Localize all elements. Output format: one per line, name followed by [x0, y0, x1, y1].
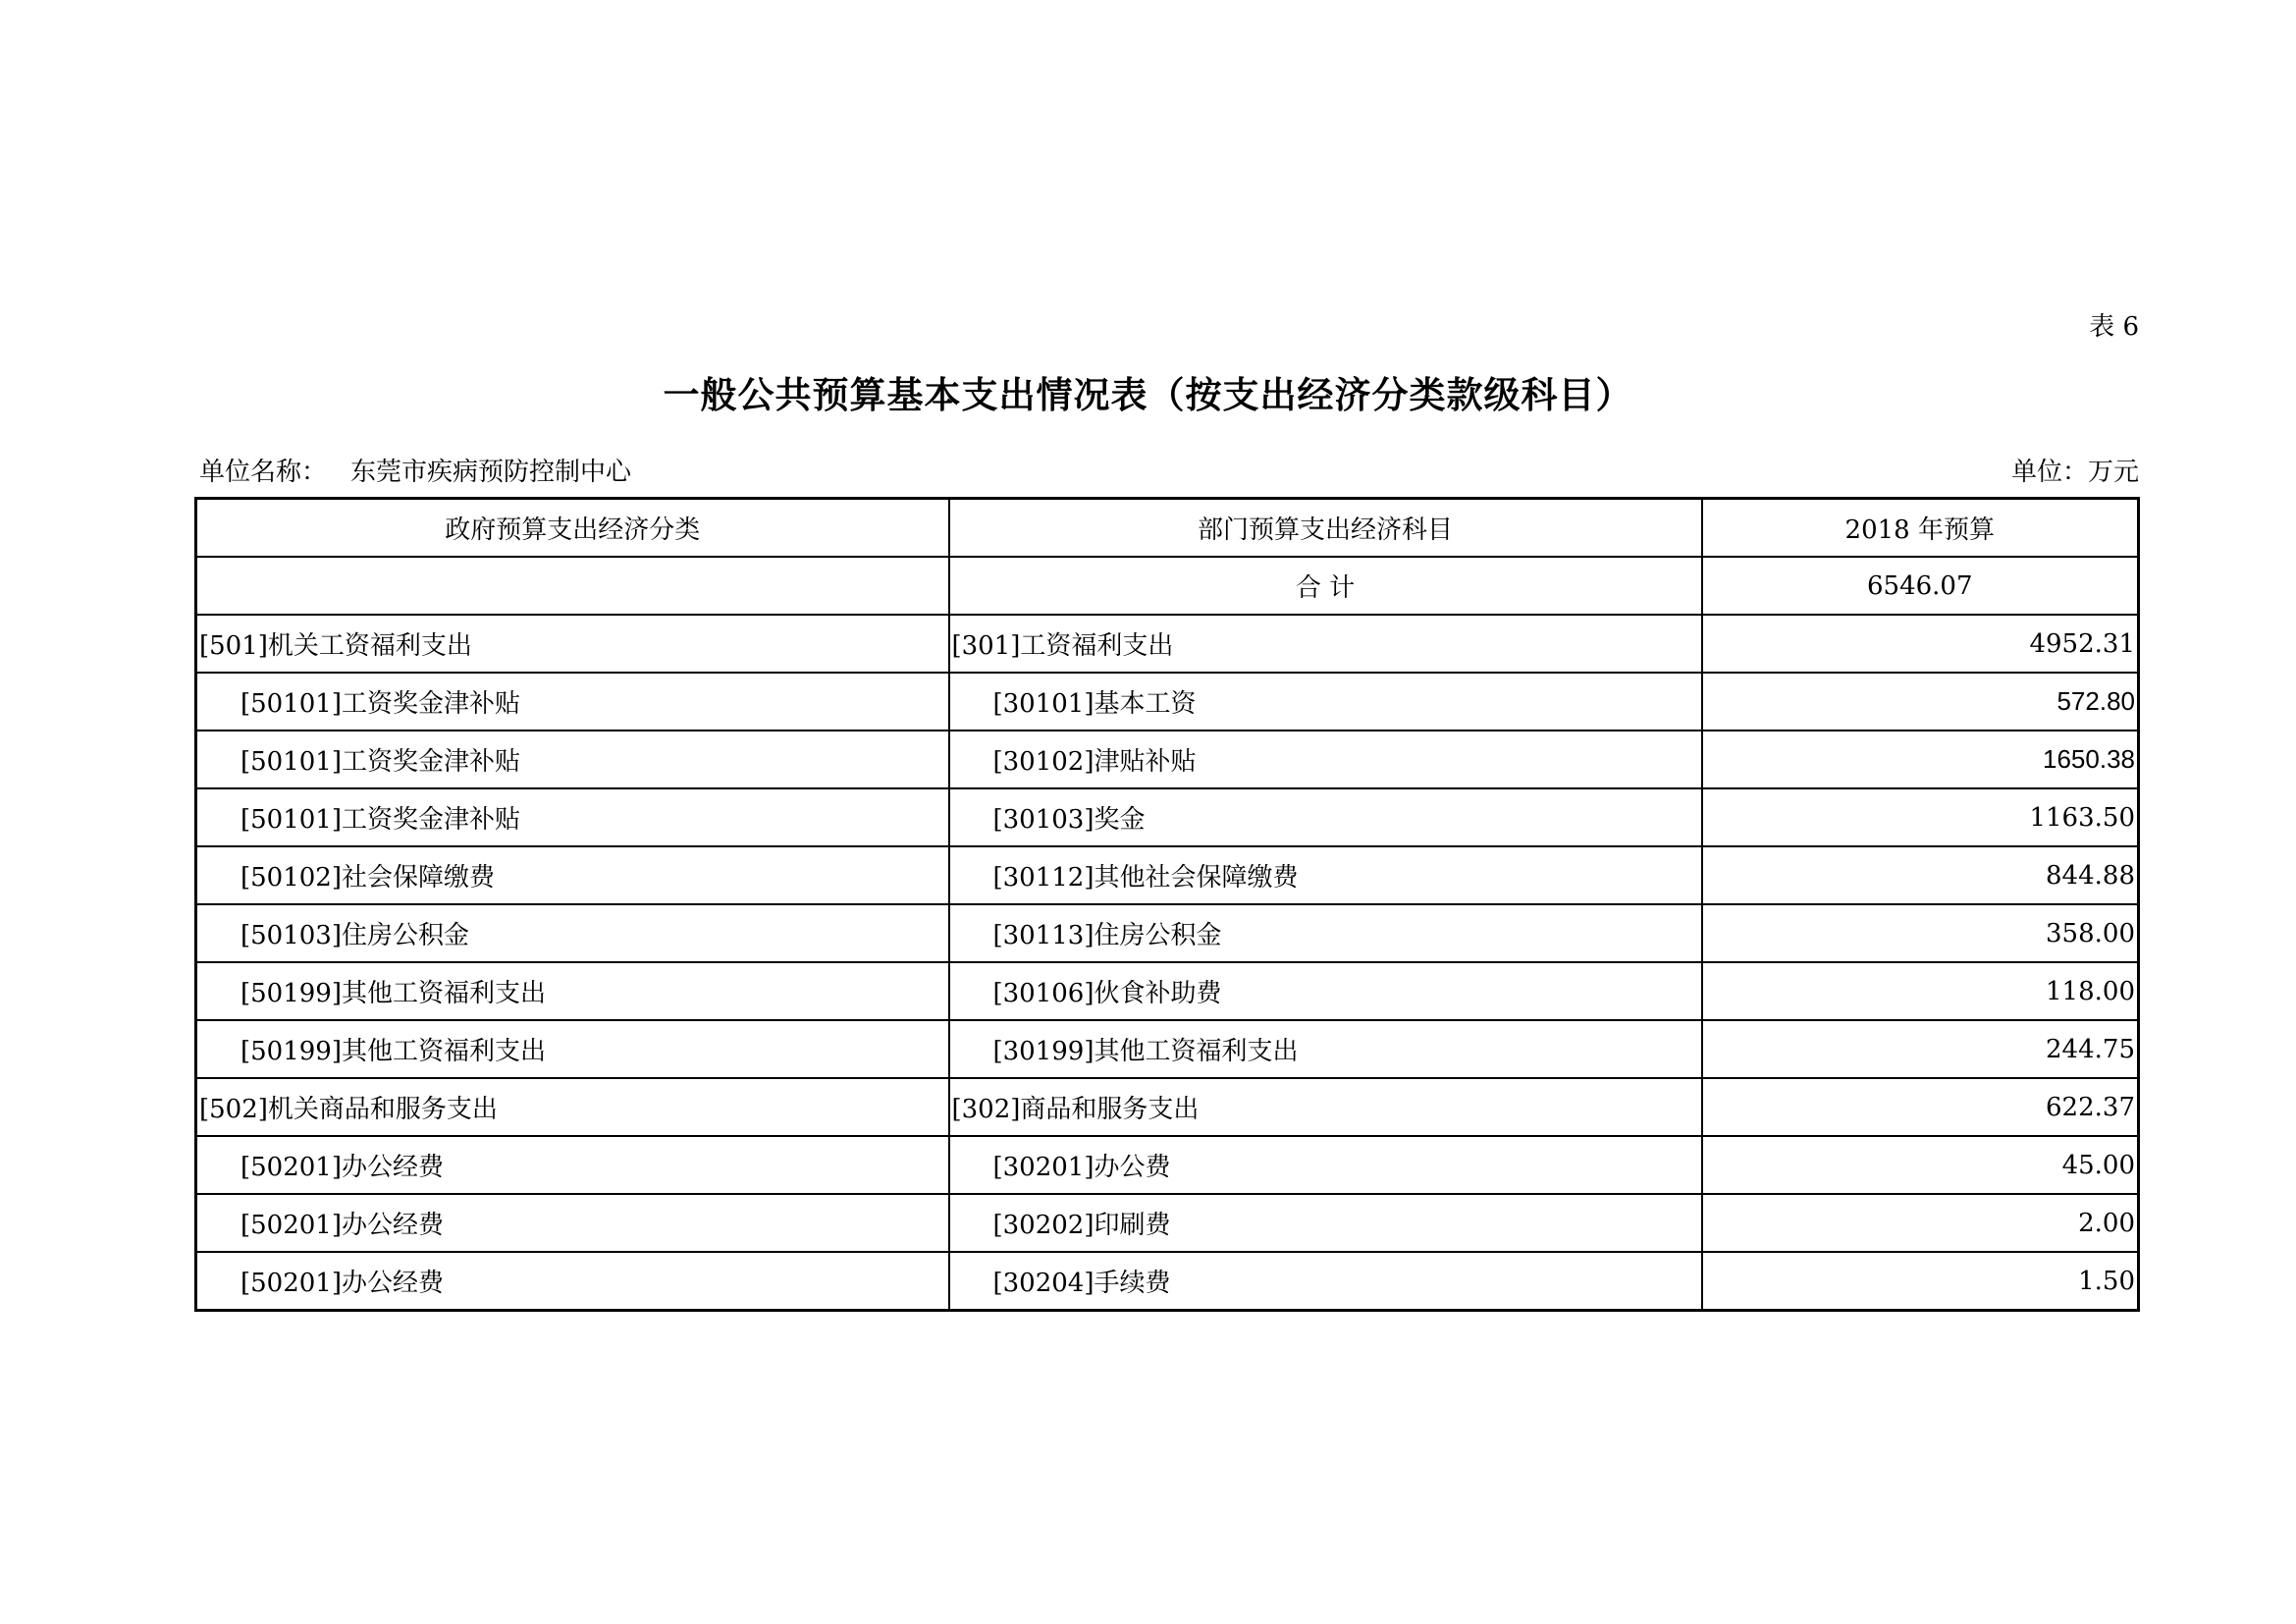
gov-class-cell: [50103]住房公积金 [196, 904, 949, 962]
total-row [196, 557, 2139, 615]
budget-value-cell: 1163.50 [1702, 788, 2139, 846]
budget-value-cell: 572.80 [1702, 673, 2139, 731]
column-header-budget-2018: 2018 年预算 [1702, 499, 2139, 558]
budget-value-cell: 4952.31 [1702, 615, 2139, 673]
dept-subject-cell: [301]工资福利支出 [949, 615, 1702, 673]
gov-class-cell: [50199]其他工资福利支出 [196, 1020, 949, 1078]
gov-class-cell: [50199]其他工资福利支出 [196, 962, 949, 1020]
budget-value-cell: 1.50 [1702, 1252, 2139, 1311]
dept-subject-cell: [302]商品和服务支出 [949, 1078, 1702, 1136]
table-number: 表 6 [2089, 312, 2139, 342]
dept-subject-cell: [30199]其他工资福利支出 [949, 1020, 1702, 1078]
gov-class-cell: [50101]工资奖金津补贴 [196, 788, 949, 846]
table-row [196, 788, 2139, 846]
budget-value-cell: 2.00 [1702, 1194, 2139, 1252]
budget-value-cell: 118.00 [1702, 962, 2139, 1020]
page-title: 一般公共预算基本支出情况表（按支出经济分类款级科目） [663, 373, 1633, 416]
table-row [196, 1136, 2139, 1194]
table-row [196, 731, 2139, 788]
table-row [196, 673, 2139, 731]
dept-subject-cell: [30102]津贴补贴 [949, 731, 1702, 788]
gov-class-cell: [50201]办公经费 [196, 1252, 949, 1311]
unit-name-line [199, 452, 631, 488]
table-header-row [196, 499, 2139, 558]
budget-value-cell: 358.00 [1702, 904, 2139, 962]
gov-class-cell: [501]机关工资福利支出 [196, 615, 949, 673]
column-header-dept-subject: 部门预算支出经济科目 [949, 499, 1702, 558]
table-row [196, 1194, 2139, 1252]
budget-value-cell: 844.88 [1702, 846, 2139, 904]
table-row [196, 1252, 2139, 1311]
table-row [196, 615, 2139, 673]
gov-class-cell: [50102]社会保障缴费 [196, 846, 949, 904]
gov-class-cell: [50101]工资奖金津补贴 [196, 673, 949, 731]
budget-table [194, 497, 2140, 1312]
total-label: 合 计 [949, 557, 1702, 615]
budget-value-cell: 1650.38 [1702, 731, 2139, 788]
total-value: 6546.07 [1702, 557, 2139, 615]
column-header-gov-class: 政府预算支出经济分类 [196, 499, 949, 558]
table-row [196, 846, 2139, 904]
dept-subject-cell: [30113]住房公积金 [949, 904, 1702, 962]
unit-name-label: 单位名称： [199, 458, 328, 487]
dept-subject-cell: [30106]伙食补助费 [949, 962, 1702, 1020]
currency-unit: 单位：万元 [2010, 458, 2139, 487]
dept-subject-cell: [30112]其他社会保障缴费 [949, 846, 1702, 904]
table-row [196, 1020, 2139, 1078]
unit-name-value: 东莞市疾病预防控制中心 [350, 458, 632, 487]
table-row [196, 962, 2139, 1020]
gov-class-cell: [50101]工资奖金津补贴 [196, 731, 949, 788]
budget-value-cell: 45.00 [1702, 1136, 2139, 1194]
total-empty-cell [196, 557, 949, 615]
dept-subject-cell: [30204]手续费 [949, 1252, 1702, 1311]
table-row [196, 1078, 2139, 1136]
gov-class-cell: [50201]办公经费 [196, 1194, 949, 1252]
table-row [196, 904, 2139, 962]
budget-value-cell: 244.75 [1702, 1020, 2139, 1078]
gov-class-cell: [502]机关商品和服务支出 [196, 1078, 949, 1136]
dept-subject-cell: [30103]奖金 [949, 788, 1702, 846]
budget-value-cell: 622.37 [1702, 1078, 2139, 1136]
dept-subject-cell: [30202]印刷费 [949, 1194, 1702, 1252]
gov-class-cell: [50201]办公经费 [196, 1136, 949, 1194]
dept-subject-cell: [30101]基本工资 [949, 673, 1702, 731]
dept-subject-cell: [30201]办公费 [949, 1136, 1702, 1194]
